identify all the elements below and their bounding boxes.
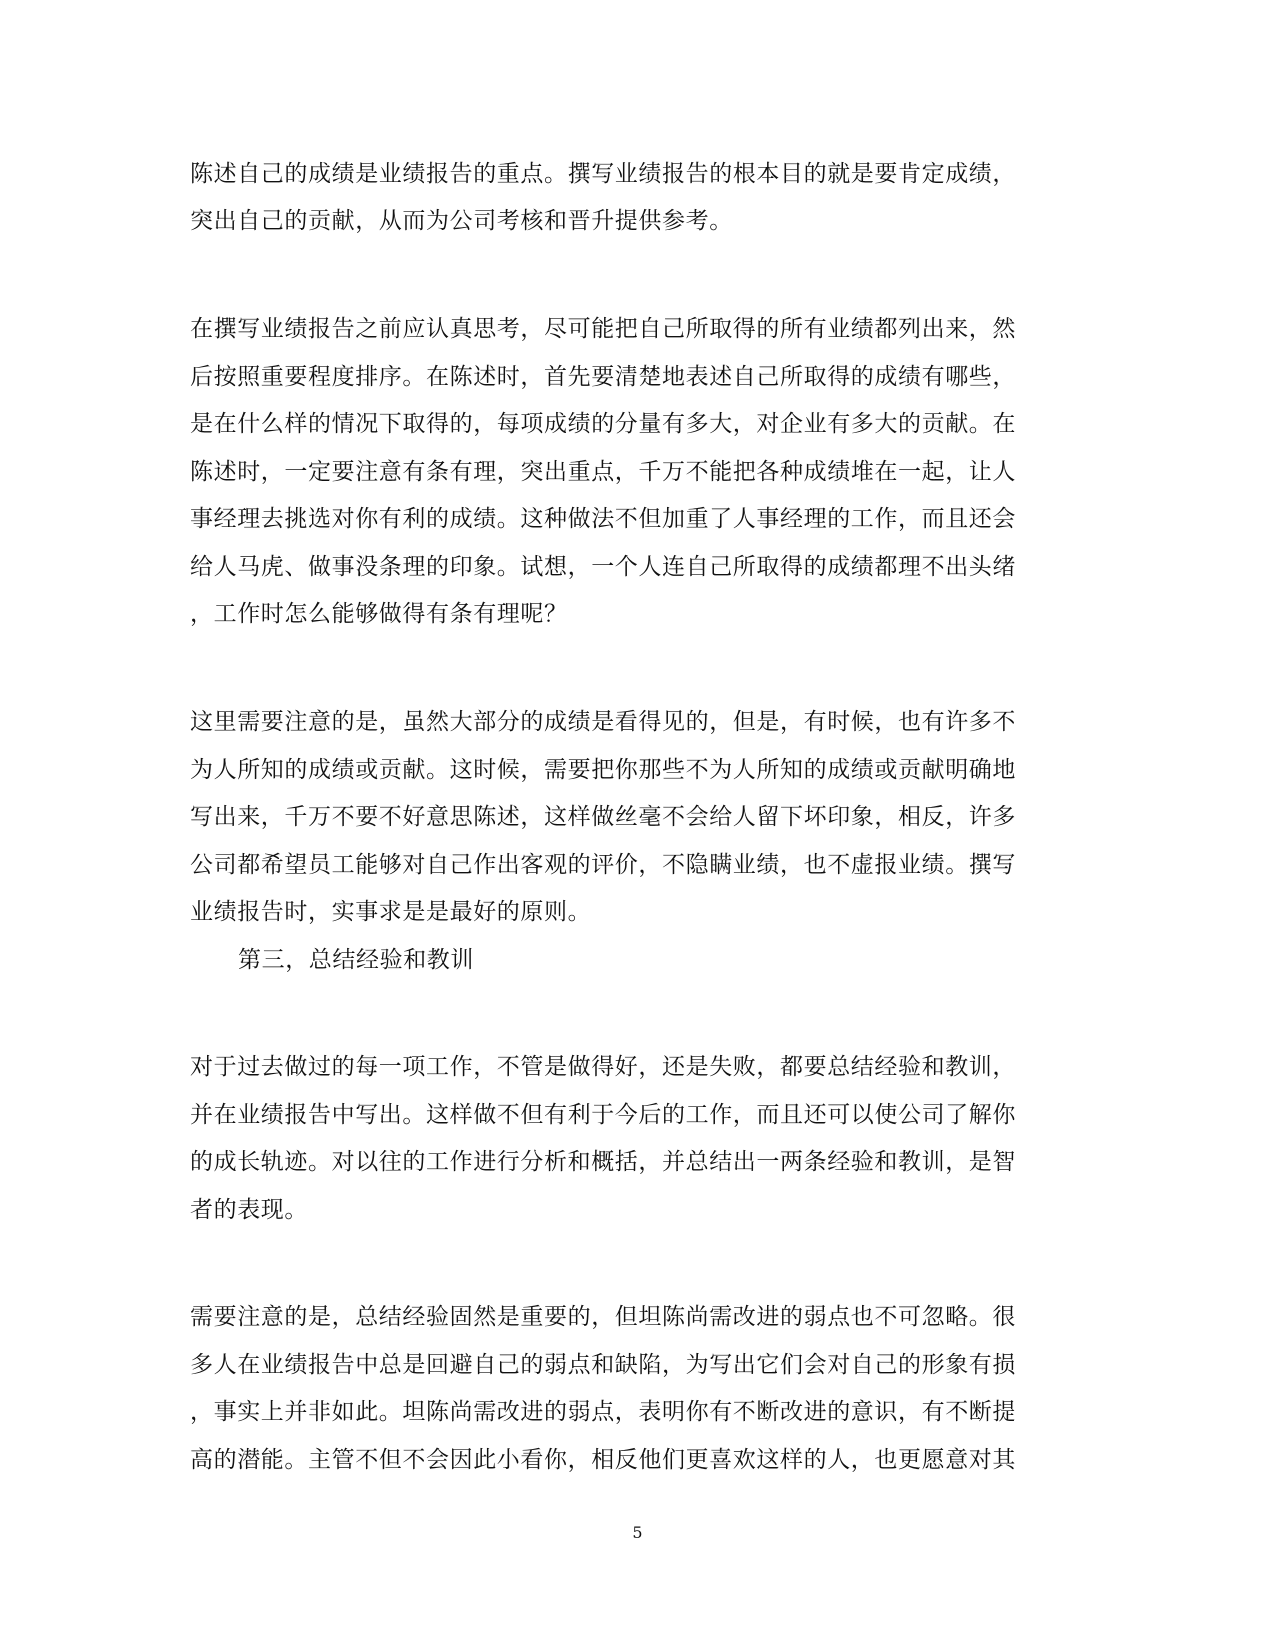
text-line: 这里需要注意的是，虽然大部分的成绩是看得见的，但是，有时候，也有许多不 [190,709,1016,735]
text-line: 陈述时，一定要注意有条有理，突出重点，千万不能把各种成绩堆在一起，让人 [190,459,1016,485]
text-line: 的成长轨迹。对以往的工作进行分析和概括，并总结出一两条经验和教训，是智 [190,1149,1016,1175]
page-number: 5 [632,1523,643,1542]
text-line: 突出自己的贡献，从而为公司考核和晋升提供参考。 [190,208,733,234]
text-line: 需要注意的是，总结经验固然是重要的，但坦陈尚需改进的弱点也不可忽略。很 [190,1304,1016,1330]
text-line: 为人所知的成绩或贡献。这时候，需要把你那些不为人所知的成绩或贡献明确地 [190,757,1016,783]
text-line: 后按照重要程度排序。在陈述时，首先要清楚地表述自己所取得的成绩有哪些， [190,364,1016,390]
text-line: 写出来，千万不要不好意思陈述，这样做丝毫不会给人留下坏印象，相反，许多 [190,804,1016,830]
text-line: 给人马虎、做事没条理的印象。试想，一个人连自己所取得的成绩都理不出头绪 [190,554,1016,580]
text-line: 陈述自己的成绩是业绩报告的重点。撰写业绩报告的根本目的就是要肯定成绩， [190,161,1016,187]
text-line: 并在业绩报告中写出。这样做不但有利于今后的工作，而且还可以使公司了解你 [190,1102,1016,1128]
section-heading: 第三，总结经验和教训 [238,947,474,973]
text-line: 是在什么样的情况下取得的，每项成绩的分量有多大，对企业有多大的贡献。在 [190,411,1016,437]
text-line: 者的表现。 [190,1197,308,1223]
text-line: 在撰写业绩报告之前应认真思考，尽可能把自己所取得的所有业绩都列出来，然 [190,316,1016,342]
text-line: 高的潜能。主管不但不会因此小看你，相反他们更喜欢这样的人，也更愿意对其 [190,1447,1016,1473]
text-line: ，事实上并非如此。坦陈尚需改进的弱点，表明你有不断改进的意识，有不断提 [190,1399,1016,1425]
text-line: 多人在业绩报告中总是回避自己的弱点和缺陷，为写出它们会对自己的形象有损 [190,1352,1016,1378]
text-line: 业绩报告时，实事求是是最好的原则。 [190,899,592,925]
text-line: ，工作时怎么能够做得有条有理呢？ [190,601,568,627]
text-line: 事经理去挑选对你有利的成绩。这种做法不但加重了人事经理的工作，而且还会 [190,506,1016,532]
text-line: 公司都希望员工能够对自己作出客观的评价，不隐瞒业绩，也不虚报业绩。撰写 [190,852,1016,878]
text-line: 对于过去做过的每一项工作，不管是做得好，还是失败，都要总结经验和教训， [190,1054,1016,1080]
